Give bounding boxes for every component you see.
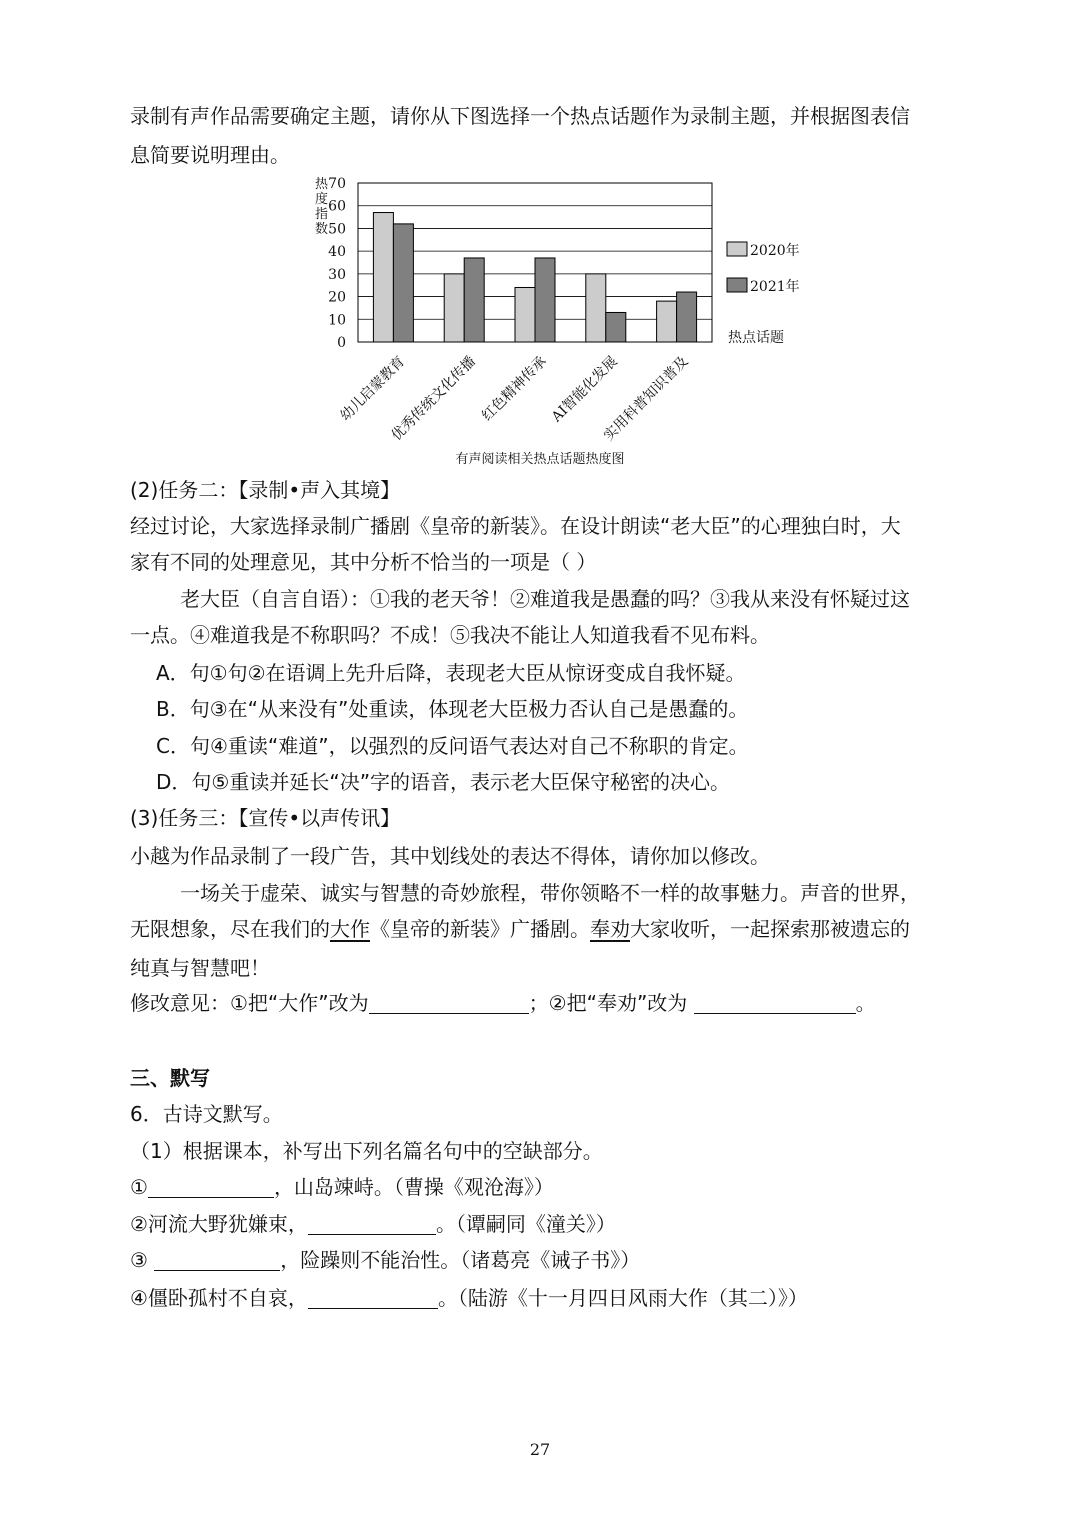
section3-heading: 三、默写 — [130, 1066, 210, 1090]
x-axis-label: 热点话题 — [728, 330, 784, 346]
legend-label: 2021年 — [750, 279, 800, 295]
y-tick-label: 70 — [328, 176, 346, 192]
y-tick-label: 30 — [328, 266, 346, 283]
intro-line-1: 录制有声作品需要确定主题，请你从下图选择一个热点话题作为录制主题，并根据图表信 — [130, 104, 910, 128]
poem-line-3 — [130, 1242, 640, 1278]
bar — [373, 213, 393, 342]
monologue-line-2: 一点。④难道我是不称职吗？不成！⑤我决不能让人知道我看不见布料。 — [130, 623, 770, 647]
poem-blank-4[interactable] — [308, 1284, 438, 1309]
poem-2-text: ②河流大野犹嫌束， — [130, 1212, 308, 1236]
poem-3-text: ，险躁则不能治性。（诸葛亮《诫子书》） — [280, 1248, 641, 1272]
poem-4-text: ④僵卧孤村不自哀， — [130, 1286, 308, 1310]
poem-2-source: 。（谭嗣同《潼关》） — [435, 1212, 616, 1236]
fix-text-a: 修改意见：①把“大作”改为 — [130, 991, 369, 1015]
ad-text-a: 无限想象，尽在我们的 — [130, 917, 330, 941]
ad-text-c: 大家收听，一起探索那被遗忘的 — [630, 917, 910, 941]
underlined-fengquan: 奉劝 — [590, 917, 630, 941]
x-category-label: 优秀传统文化传播 — [388, 353, 480, 445]
bar — [444, 274, 464, 342]
monologue-line-1: 老大臣（自言自语）：①我的老天爷！②难道我是愚蠢的吗？③我从来没有怀疑过这 — [180, 587, 910, 611]
y-tick-label: 10 — [328, 312, 346, 329]
task3-paragraph: 小越为作品录制了一段广告，其中划线处的表达不得体，请你加以修改。 — [130, 844, 770, 868]
option-c: C．句④重读“难道”，以强烈的反问语气表达对自己不称职的肯定。 — [156, 734, 749, 758]
answer-blank-2[interactable] — [694, 989, 856, 1014]
ad-line-2 — [130, 911, 910, 947]
x-category-label: 幼儿启蒙教育 — [337, 353, 409, 425]
legend-swatch — [727, 242, 747, 256]
fix-text-b: ；②把“奉劝”改为 — [528, 991, 694, 1015]
option-a: A．句①句②在语调上先升后降，表现老大臣从惊讶变成自我怀疑。 — [156, 661, 746, 685]
poem-line-1 — [130, 1169, 554, 1205]
legend-label: 2020年 — [750, 243, 800, 259]
fix-text-c: 。 — [855, 991, 876, 1015]
x-category-label: 红色精神传承 — [479, 353, 550, 425]
bar — [657, 301, 677, 342]
bar — [677, 292, 697, 342]
y-tick-label: 60 — [328, 198, 346, 215]
ad-text-b: 《皇帝的新装》广播剧。 — [370, 917, 590, 941]
y-tick-label: 20 — [328, 289, 346, 306]
intro-line-2: 息简要说明理由。 — [130, 143, 290, 167]
y-tick-label: 40 — [328, 244, 346, 261]
poem-4-source: 。（陆游《十一月四日风雨大作（其二）》） — [437, 1286, 808, 1310]
bar — [606, 312, 626, 342]
ad-line-1: 一场关于虚荣、诚实与智慧的奇妙旅程，带你领略不一样的故事魅力。声音的世界， — [180, 881, 920, 905]
poem-3-label: ③ — [130, 1248, 155, 1272]
y-tick-label: 0 — [337, 335, 346, 351]
y-axis-label: 热度指数 — [315, 177, 329, 237]
question-6: 6．古诗文默写。 — [130, 1102, 283, 1126]
task3-heading: (3)任务三：【宣传•以声传讯】 — [130, 806, 401, 830]
poem-1-text: ，山岛竦峙。（曹操《观沧海》） — [273, 1175, 554, 1199]
ad-line-3: 纯真与智慧吧！ — [130, 956, 270, 980]
fix-suggestion — [130, 985, 876, 1021]
poem-line-2 — [130, 1206, 616, 1242]
y-tick-label: 50 — [328, 221, 346, 238]
poem-blank-1[interactable] — [148, 1173, 274, 1198]
legend-swatch — [727, 278, 747, 292]
question-6-1: （1）根据课本，补写出下列名篇名句中的空缺部分。 — [130, 1139, 603, 1163]
x-category-label: AI智能化发展 — [548, 353, 621, 426]
poem-1-label: ① — [130, 1175, 148, 1199]
task2-paragraph-2: 家有不同的处理意见，其中分析不恰当的一项是（ ） — [130, 550, 597, 574]
bar — [515, 287, 535, 342]
option-d: D．句⑤重读并延长“决”字的语音，表示老大臣保守秘密的决心。 — [156, 770, 731, 794]
heat-bar-chart — [300, 170, 820, 450]
underlined-dazuo: 大作 — [330, 917, 370, 941]
bar — [586, 274, 606, 342]
option-b: B．句③在“从来没有”处重读，体现老大臣极力否认自己是愚蠢的。 — [156, 697, 749, 721]
poem-line-4 — [130, 1280, 808, 1316]
task2-heading: (2)任务二：【录制•声入其境】 — [130, 478, 401, 502]
bar — [393, 224, 413, 342]
page-number: 27 — [529, 1440, 551, 1459]
bar — [464, 258, 484, 342]
chart-caption: 有声阅读相关热点话题热度图 — [455, 452, 625, 467]
answer-blank-1[interactable] — [369, 989, 529, 1014]
task2-paragraph-1: 经过讨论，大家选择录制广播剧《皇帝的新装》。在设计朗读“老大臣”的心理独白时，大 — [130, 514, 901, 538]
bar — [535, 258, 555, 342]
poem-blank-3[interactable] — [154, 1246, 280, 1271]
poem-blank-2[interactable] — [308, 1210, 436, 1235]
x-category-label: 实用科普知识普及 — [600, 353, 692, 445]
